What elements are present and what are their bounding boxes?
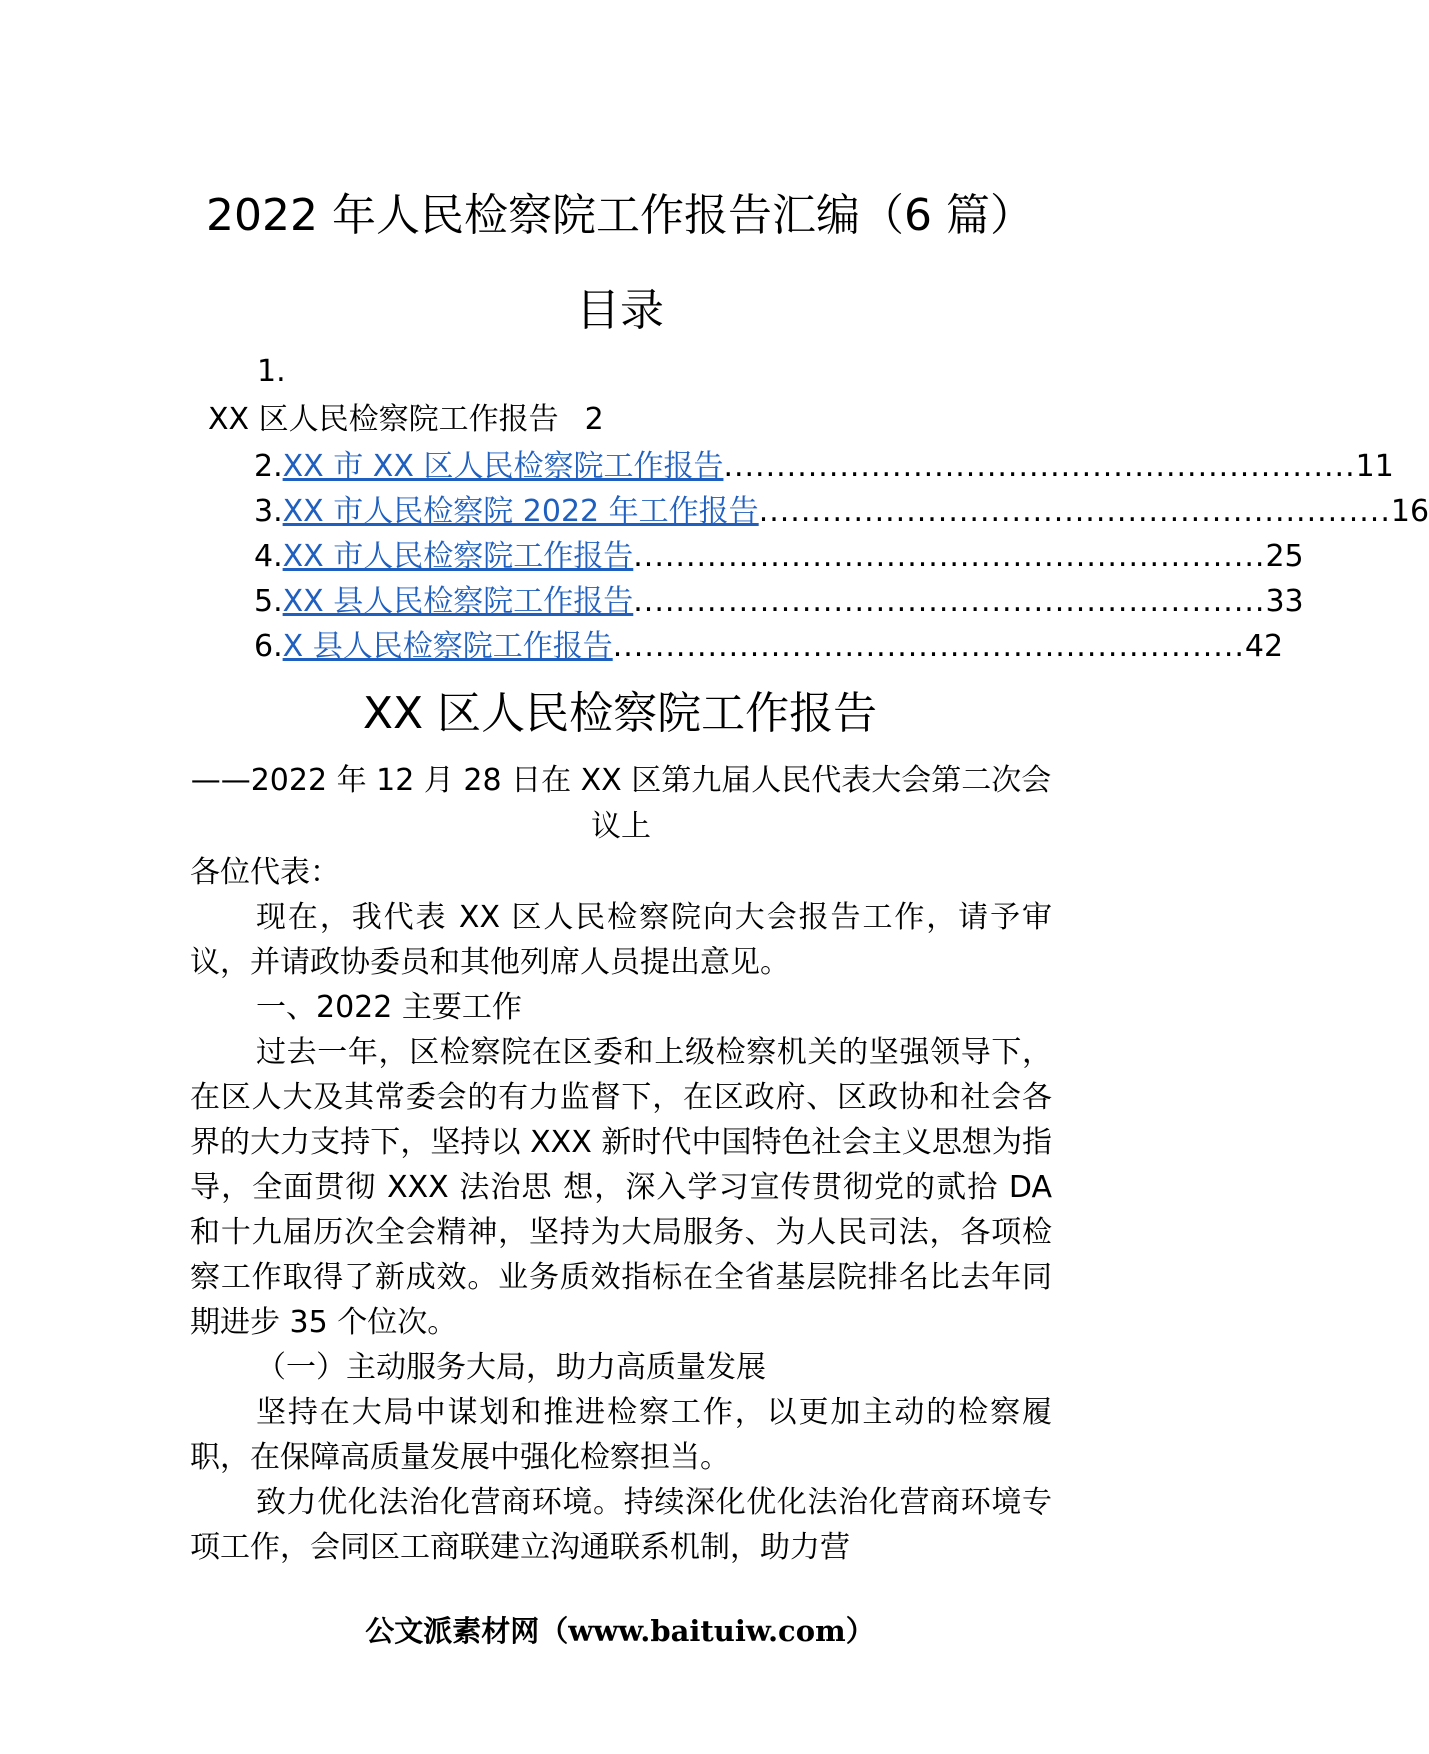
toc-leader-dots: ............................................................ <box>758 494 1391 529</box>
toc-list <box>254 444 1429 669</box>
subsection-heading: （一）主动服务大局，助力高质量发展 <box>256 1350 766 1385</box>
body-paragraph: 过去一年，区检察院在区委和上级检察机关的坚强领导下，在区人大及其常委会的有力监督下，在区政府、区政协和社会各界的大力支持下，坚持以 XXX 新时代中国特色社会主义思想为指导，全面贯彻 XXX 法治思 想，深入学习宣传贯彻党的贰拾 DA 和十九届历次全会精神，坚持为大局服务、为人民司法，各项检察工作取得了新成效。业务质效指标在全省基层院排名比去年同期进步 35 个位次。 <box>190 1035 1052 1340</box>
toc-entry-number: 4. <box>254 539 283 574</box>
toc-entry-page: 11 <box>1355 449 1394 484</box>
toc-entry-page: 33 <box>1265 584 1304 619</box>
toc-entry-1-page: 2 <box>584 402 604 437</box>
toc-entry-1-title: XX 区人民检察院工作报告 <box>208 402 559 437</box>
body-paragraph: 坚持在大局中谋划和推进检察工作，以更加主动的检察履职，在保障高质量发展中强化检察担当。 <box>190 1395 1052 1475</box>
toc-entry-page: 25 <box>1265 539 1304 574</box>
toc-entry-4 <box>254 534 1304 579</box>
toc-entry-link[interactable]: XX 市人民检察院工作报告 <box>282 539 634 574</box>
page-footer-watermark: 公文派素材网（www.baituiw.com） <box>365 1614 875 1648</box>
toc-entry-number: 2. <box>254 449 283 484</box>
toc-entry-number: 3. <box>254 494 283 529</box>
salutation: 各位代表： <box>190 855 340 890</box>
toc-entry-3 <box>254 489 1429 534</box>
toc-entry-5 <box>254 579 1304 624</box>
toc-leader-dots: ............................................................ <box>723 449 1356 484</box>
toc-entry-number: 6. <box>254 629 283 664</box>
toc-entry-number: 5. <box>254 584 283 619</box>
toc-entry-1 <box>208 400 604 440</box>
toc-leader-dots: ............................................................ <box>633 584 1266 619</box>
section-heading: 一、2022 主要工作 <box>256 990 522 1025</box>
toc-entry-page: 16 <box>1390 494 1429 529</box>
toc-entry-6 <box>254 624 1284 669</box>
toc-heading: 目录 <box>576 285 664 336</box>
body-paragraph: 现在，我代表 XX 区人民检察院向大会报告工作，请予审议，并请政协委员和其他列席人员提出意见。 <box>190 900 1052 980</box>
document-title: 2022 年人民检察院工作报告汇编（6 篇） <box>206 190 1034 241</box>
report-subtitle: ——2022 年 12 月 28 日在 XX 区第九届人民代表大会第二次会议上 <box>190 763 1052 844</box>
toc-leader-dots: ............................................................ <box>633 539 1266 574</box>
toc-leader-dots: ............................................................ <box>612 629 1245 664</box>
toc-entry-link[interactable]: XX 市 XX 区人民检察院工作报告 <box>282 449 724 484</box>
report-body <box>190 850 1052 1570</box>
report-title: XX 区人民检察院工作报告 <box>362 688 878 739</box>
toc-entry-link[interactable]: XX 市人民检察院 2022 年工作报告 <box>282 494 759 529</box>
toc-entry-link[interactable]: XX 县人民检察院工作报告 <box>282 584 634 619</box>
toc-entry-2 <box>254 444 1394 489</box>
body-paragraph: 致力优化法治化营商环境。持续深化优化法治化营商环境专项工作，会同区工商联建立沟通联系机制，助力营 <box>190 1485 1052 1565</box>
toc-entry-link[interactable]: X 县人民检察院工作报告 <box>282 629 613 664</box>
toc-entry-page: 42 <box>1244 629 1284 664</box>
toc-entry-1-number: 1. <box>257 354 286 389</box>
